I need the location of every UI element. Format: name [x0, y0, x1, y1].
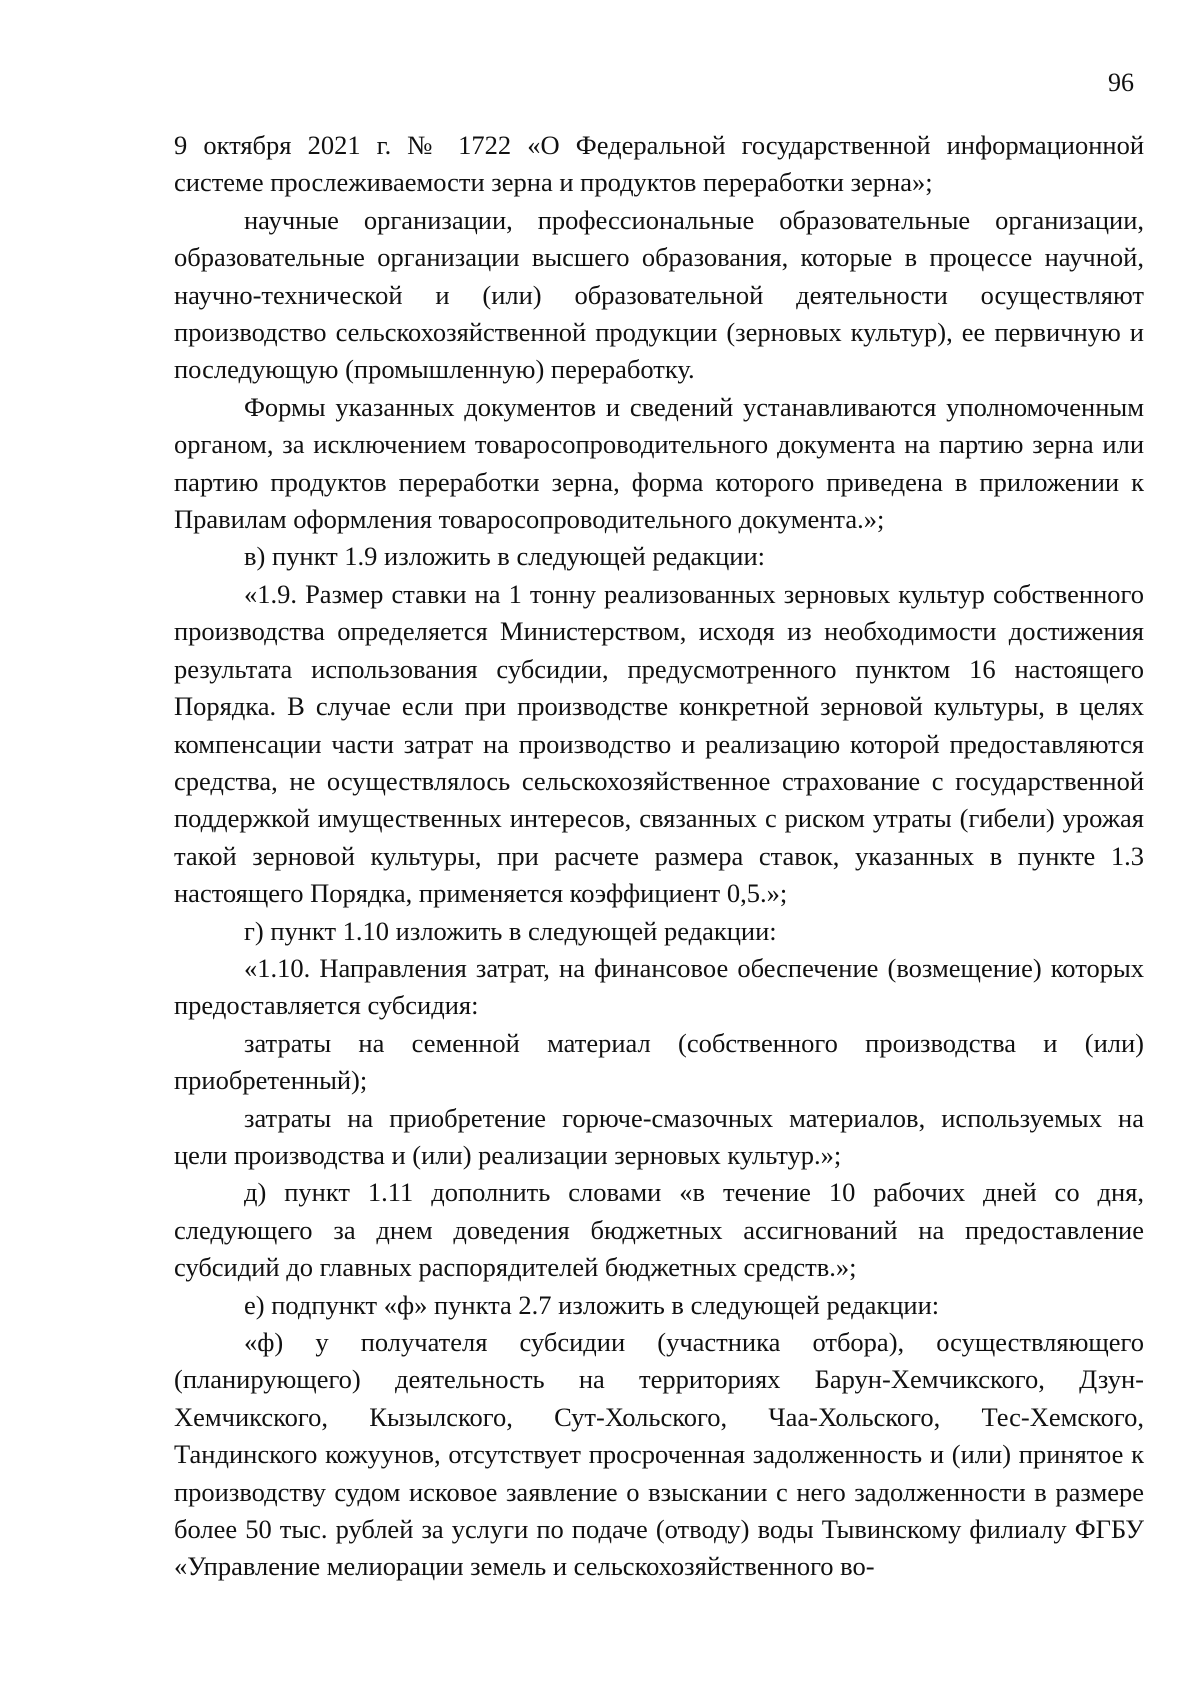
paragraph-seed-costs: затраты на семенной материал (собственного производства и (или) приобретенный); — [174, 1027, 1144, 1096]
paragraph-subclause-f: «ф) у получателя субсидии (участника отбора), осуществляющего (планирующего) деятельность на территориях Барун-Хемчикского, Дзун-Хемчикского, Кызылского, Сут-Хольского, Чаа-Хольского, Тес-Хемского, Тандинского кожуунов, отсутствует просроченная задолженность и (или) принятое к производству судом исковое заявление о взыскании с него задолженности в размере более 50 тыс. рублей за услуги по подаче (отводу) воды Тывинскому филиалу ФГБУ «Управление мелиорации земель и сельскохозяйственного во- — [174, 1327, 1144, 1582]
paragraph-scientific-organizations: научные организации, профессиональные образовательные организации, образовательные организации высшего образования, которые в процессе научной, научно-технической и (или) образовательной деятельности осуществляют производство сельскохозяйственной продукции (зерновых культур), ее первичную и последующую (промышленную) переработку. — [174, 204, 1144, 385]
paragraph-decree-reference: 9 октября 2021 г. № 1722 «О Федеральной государственной информационной системе прослеживаемости зерна и продуктов переработки зерна»; — [174, 130, 1144, 198]
paragraph-item-e: е) подпункт «ф» пункта 2.7 изложить в следующей редакции: — [244, 1289, 940, 1320]
paragraph-fuel-costs: затраты на приобретение горюче-смазочных материалов, используемых на цели производства и (или) реализации зерновых культур.»; — [174, 1102, 1144, 1170]
paragraph-clause-1-9: «1.9. Размер ставки на 1 тонну реализованных зерновых культур собственного производства определяется Министерством, исходя из необходимости достижения результата использования субсидии, предусмотренного пунктом 16 настоящего Порядка. В случае если при производстве конкретной зерновой культуры, в целях компенсации части затрат на производство и реализацию которой предоставляются средства, не осуществлялось сельскохозяйственное страхование с государственной поддержкой имущественных интересов, связанных с риском утраты (гибели) урожая такой зерновой культуры, при расчете размера ставок, указанных в пункте 1.3 настоящего Порядка, применяется коэффициент 0,5.»; — [174, 578, 1144, 909]
paragraph-item-g: г) пункт 1.10 изложить в следующей редакции: — [244, 915, 777, 946]
page-number: 96 — [1108, 68, 1134, 97]
paragraph-document-forms: Формы указанных документов и сведений устанавливаются уполномоченным органом, за исключением товаросопроводительного документа на партию зерна или партию продуктов переработки зерна, форма которого приведена в приложении к Правилам оформления товаросопроводительного документа.»; — [174, 391, 1144, 535]
paragraph-clause-1-10: «1.10. Направления затрат, на финансовое обеспечение (возмещение) которых предоставляется субсидия: — [174, 952, 1144, 1021]
paragraph-item-d: д) пункт 1.11 дополнить словами «в течение 10 рабочих дней со дня, следующего за днем доведения бюджетных ассигнований на предоставление субсидий до главных распорядителей бюджетных средств.»; — [174, 1177, 1144, 1283]
paragraph-item-v: в) пункт 1.9 изложить в следующей редакции: — [244, 541, 766, 572]
document-body — [174, 127, 1144, 1586]
